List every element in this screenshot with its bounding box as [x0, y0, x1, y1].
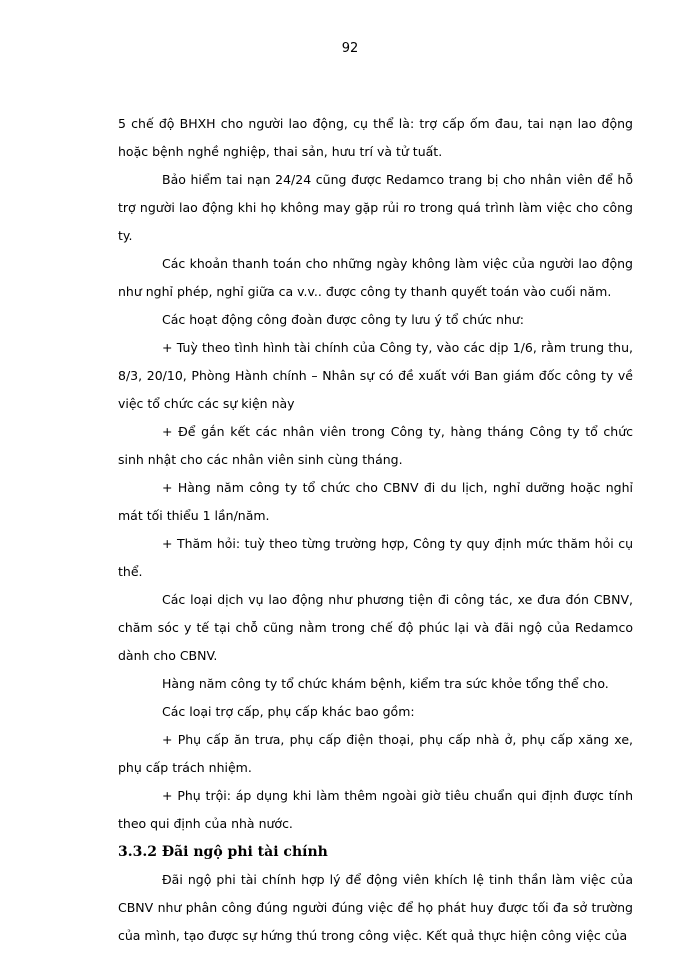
- section-heading: 3.3.2 Đãi ngộ phi tài chính: [118, 844, 328, 860]
- paragraph: 5 chế độ BHXH cho người lao động, cụ thể là: trợ cấp ốm đau, tai nạn lao động hoặc bệnh nghề nghiệp, thai sản, hưu trí và tử tuất.: [118, 116, 633, 159]
- list-item: + Để gắn kết các nhân viên trong Công ty, hàng tháng Công ty tổ chức sinh nhật cho các nhân viên sinh cùng tháng.: [118, 424, 633, 467]
- paragraph: Đãi ngộ phi tài chính hợp lý để động viên khích lệ tinh thần làm việc của CBNV như phân công đúng người đúng việc để họ phát huy được tối đa sở trường của mình, tạo được sự hứng thú trong công việc. Kết quả thực hiện công việc của: [118, 872, 633, 943]
- paragraph: Các loại trợ cấp, phụ cấp khác bao gồm:: [162, 704, 415, 719]
- list-item: + Phụ cấp ăn trưa, phụ cấp điện thoại, phụ cấp nhà ở, phụ cấp xăng xe, phụ cấp trách nhiệm.: [118, 732, 633, 775]
- paragraph: Hàng năm công ty tổ chức khám bệnh, kiểm tra sức khỏe tổng thể cho.: [162, 676, 609, 691]
- list-item: + Hàng năm công ty tổ chức cho CBNV đi du lịch, nghỉ dưỡng hoặc nghỉ mát tối thiểu 1 lần/năm.: [118, 480, 633, 523]
- paragraph: Các loại dịch vụ lao động như phương tiện đi công tác, xe đưa đón CBNV, chăm sóc y tế tại chỗ cũng nằm trong chế độ phúc lại và đãi ngộ của Redamco dành cho CBNV.: [118, 592, 633, 663]
- paragraph: Bảo hiểm tai nạn 24/24 cũng được Redamco trang bị cho nhân viên để hỗ trợ người lao động khi họ không may gặp rủi ro trong quá trình làm việc cho công ty.: [118, 172, 633, 243]
- paragraph: Các hoạt động công đoàn được công ty lưu ý tổ chức như:: [162, 312, 524, 327]
- list-item: + Thăm hỏi: tuỳ theo từng trường hợp, Công ty quy định mức thăm hỏi cụ thể.: [118, 536, 633, 579]
- paragraph: Các khoản thanh toán cho những ngày không làm việc của người lao động như nghỉ phép, nghỉ giữa ca v.v.. được công ty thanh quyết toán vào cuối năm.: [118, 256, 633, 299]
- page-number: 92: [341, 41, 359, 56]
- list-item: + Tuỳ theo tình hình tài chính của Công ty, vào các dịp 1/6, rằm trung thu, 8/3, 20/10, Phòng Hành chính – Nhân sự có đề xuất với Ban giám đốc công ty về việc tổ chức các sự kiện này: [118, 340, 633, 411]
- list-item: + Phụ trội: áp dụng khi làm thêm ngoài giờ tiêu chuẩn qui định được tính theo qui định của nhà nước.: [118, 788, 633, 831]
- page-body: [118, 110, 633, 950]
